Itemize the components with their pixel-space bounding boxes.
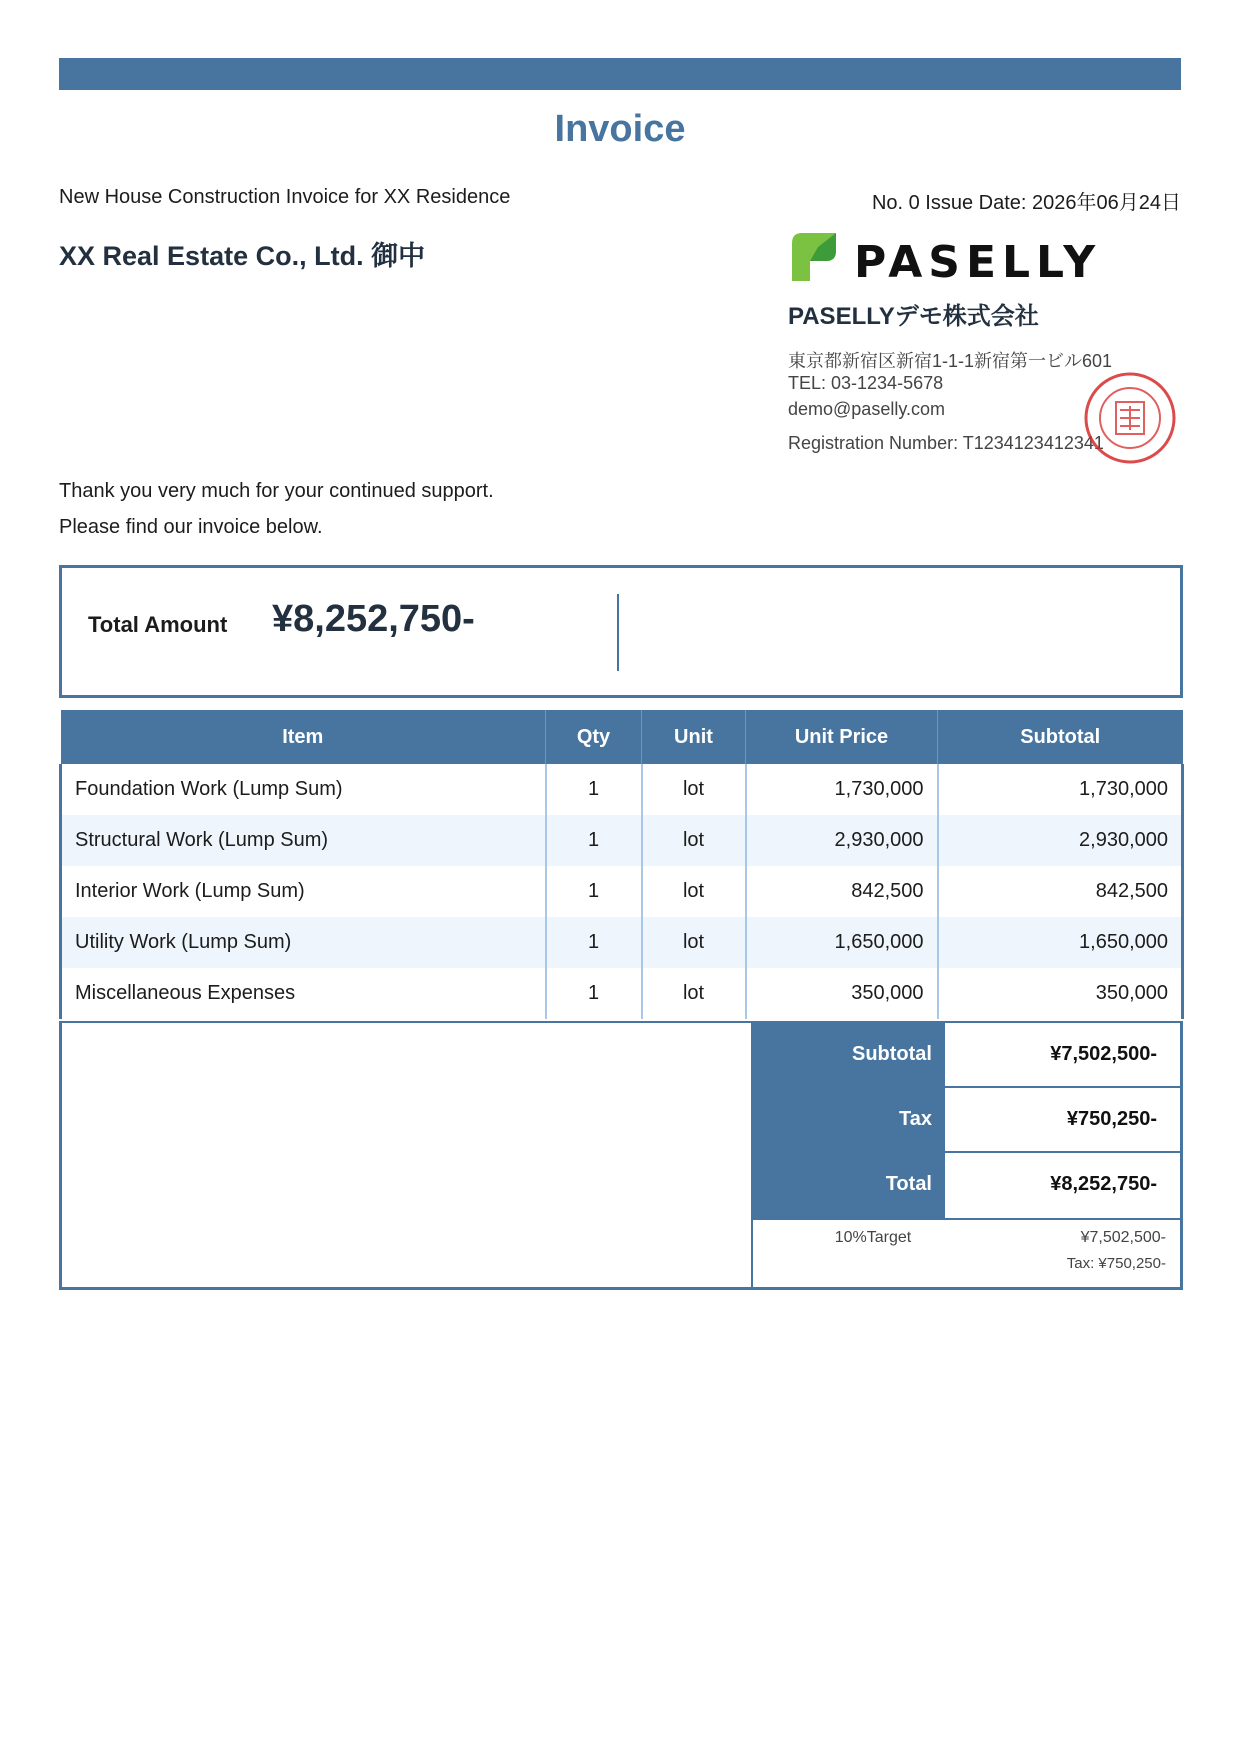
item-name: Miscellaneous Expenses (61, 968, 546, 1019)
summary-rule (753, 1218, 1180, 1220)
item-unit: lot (642, 917, 746, 968)
item-unit-price: 350,000 (746, 968, 938, 1019)
table-header-row (61, 710, 1183, 764)
issuer-address: 東京都新宿区新宿1-1-1新宿第一ビル601 (788, 351, 1113, 371)
leaf-logo-icon (788, 231, 840, 283)
header-subtotal: Subtotal (938, 710, 1183, 764)
summary-subtotal-label: Subtotal (852, 1043, 932, 1065)
tax-target-label: 10%Target (834, 1229, 912, 1246)
item-name: Foundation Work (Lump Sum) (61, 764, 546, 815)
tax-target-amount: ¥7,502,500- (1080, 1229, 1166, 1246)
item-unit-price: 1,650,000 (746, 917, 938, 968)
item-subtotal: 1,650,000 (938, 917, 1183, 968)
total-box-divider (617, 594, 619, 671)
page-title: Invoice (554, 108, 686, 150)
issuer-registration: Registration Number: T1234123412341 (788, 433, 1104, 453)
item-qty: 1 (546, 866, 642, 917)
item-unit: lot (642, 815, 746, 866)
item-unit-price: 1,730,000 (746, 764, 938, 815)
totals-summary (59, 1021, 1183, 1290)
summary-tax-label: Tax (899, 1108, 932, 1130)
table-row (61, 815, 1183, 866)
greeting-line-1: Thank you very much for your continued support. (59, 480, 494, 502)
header-bar (59, 58, 1181, 90)
item-qty: 1 (546, 764, 642, 815)
item-unit-price: 2,930,000 (746, 815, 938, 866)
item-name: Interior Work (Lump Sum) (61, 866, 546, 917)
invoice-number-date: No. 0 Issue Date: 2026年06月24日 (871, 192, 1181, 214)
item-qty: 1 (546, 815, 642, 866)
header-unit-price: Unit Price (746, 710, 938, 764)
item-unit: lot (642, 764, 746, 815)
item-unit: lot (642, 866, 746, 917)
total-amount-label: Total Amount (88, 612, 228, 637)
summary-subtotal-row (753, 1023, 1180, 1088)
issuer-tel: TEL: 03-1234-5678 (788, 373, 944, 393)
item-name: Utility Work (Lump Sum) (61, 917, 546, 968)
header-item: Item (61, 710, 546, 764)
total-amount-box (59, 565, 1183, 698)
item-qty: 1 (546, 968, 642, 1019)
header-unit: Unit (642, 710, 746, 764)
item-subtotal: 1,730,000 (938, 764, 1183, 815)
summary-total-value: ¥8,252,750- (1050, 1173, 1157, 1195)
item-name: Structural Work (Lump Sum) (61, 815, 546, 866)
table-row (61, 917, 1183, 968)
item-subtotal: 2,930,000 (938, 815, 1183, 866)
item-unit: lot (642, 968, 746, 1019)
table-row (61, 968, 1183, 1019)
company-seal-stamp (1082, 370, 1178, 466)
summary-tax-row (753, 1088, 1180, 1153)
issuer-name: PASELLYデモ株式会社 (788, 303, 1039, 330)
item-qty: 1 (546, 917, 642, 968)
greeting-line-2: Please find our invoice below. (59, 516, 323, 538)
line-items-table (59, 710, 1184, 1019)
item-subtotal: 842,500 (938, 866, 1183, 917)
summary-total-row (753, 1153, 1180, 1218)
header-qty: Qty (546, 710, 642, 764)
recipient-name: XX Real Estate Co., Ltd. 御中 (59, 241, 426, 271)
table-row (61, 866, 1183, 917)
issuer-email: demo@paselly.com (788, 399, 945, 419)
tax-target-tax: Tax: ¥750,250- (1066, 1255, 1166, 1272)
table-row (61, 764, 1183, 815)
summary-tax-value: ¥750,250- (1066, 1108, 1157, 1130)
summary-total-label: Total (885, 1173, 932, 1195)
total-amount-value: ¥8,252,750- (272, 598, 475, 640)
item-unit-price: 842,500 (746, 866, 938, 917)
item-subtotal: 350,000 (938, 968, 1183, 1019)
logo-wordmark: PASELLY (854, 237, 1102, 288)
summary-subtotal-value: ¥7,502,500- (1050, 1043, 1157, 1065)
company-logo (788, 231, 1102, 288)
invoice-subject: New House Construction Invoice for XX Residence (59, 186, 511, 208)
